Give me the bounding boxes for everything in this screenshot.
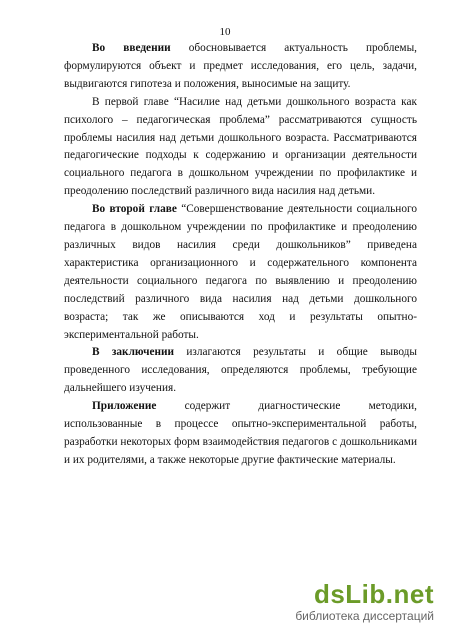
paragraph-chapter-two [64, 201, 417, 344]
paragraph-text: “Совершенствование деятельности социального педагога в дошкольном учреждении по профилактике и преодолению различных видов насилия среди дошкольников” приведена характеристика организационного и содержательного компонента деятельности социального педагога по выявлению и преодолению последствий различного вида насилия над детьми дошкольного возраста; так же описываются ход и результаты опытно-экспериментальной работы. [64, 203, 417, 341]
watermark-subtitle: библиотека диссертаций [295, 609, 434, 623]
bold-lead: В заключении [92, 346, 175, 359]
bold-lead: Во введении [92, 42, 171, 54]
page-number: 10 [219, 26, 231, 38]
paragraph-introduction [64, 40, 417, 94]
paragraph-text: В первой главе “Насилие над детьми дошкольного возраста как психолого – педагогическая проблема” рассматриваются сущность проблемы насилия над детьми дошкольного возраста. Рассматриваются педагогические подходы к содержанию и организации деятельности социального педагога в дошкольном учреждении по профилактике и преодолению последствий различного вида насилия над детьми. [64, 95, 417, 198]
paragraph-chapter-one [64, 94, 417, 201]
paragraph-conclusion [64, 344, 417, 398]
paragraph-text: содержит диагностические методики, использованные в процессе опытно-экспериментальной работы, разработки некоторых форм взаимодействия педагогов с дошкольниками и их родителями, а также некоторые другие фактические материалы. [64, 400, 417, 466]
watermark-logo: dsLib.net [313, 579, 434, 609]
paragraph-appendix [64, 398, 417, 470]
bold-lead: Приложение [92, 400, 157, 413]
paragraph-text: излагаются результаты и общие выводы проведенного исследования, определяются проблемы, требующие дальнейшего изучения. [64, 346, 418, 395]
watermark [295, 581, 434, 623]
paragraph-text: обосновывается актуальность проблемы, формулируются объект и предмет исследования, его цель, задачи, выдвигаются гипотеза и положения, выносимые на защиту. [64, 42, 417, 90]
bold-lead: Во второй главе [92, 203, 177, 216]
document-body [64, 40, 417, 470]
